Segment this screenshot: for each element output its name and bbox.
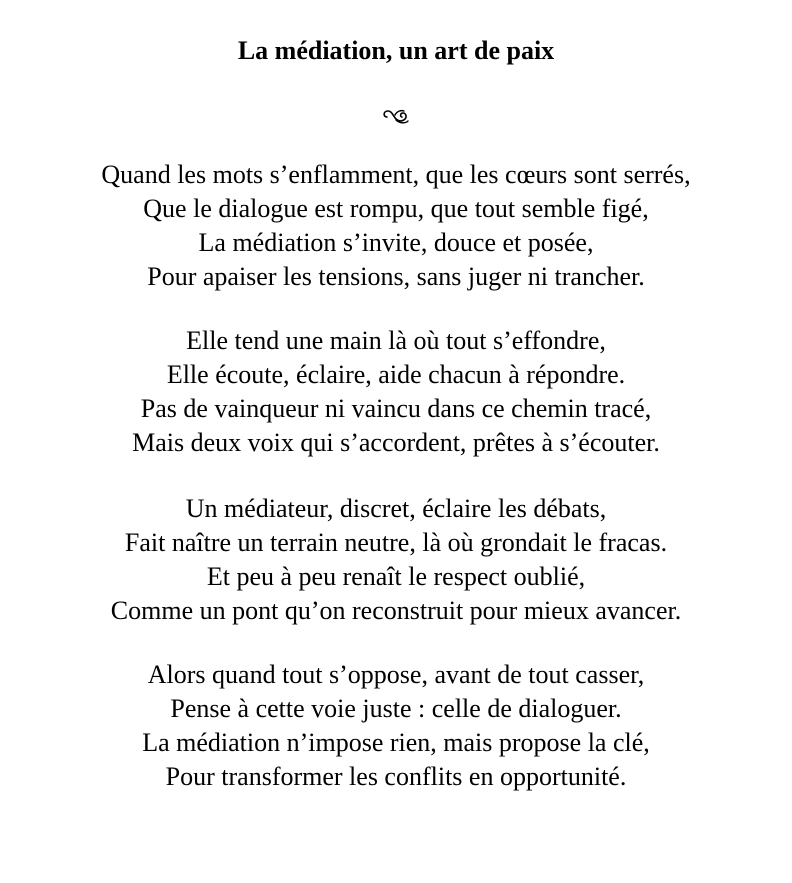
stanza-3 bbox=[0, 492, 792, 628]
stanza-2 bbox=[0, 324, 792, 460]
poem-line: Fait naître un terrain neutre, là où grondait le fracas. bbox=[124, 528, 668, 557]
poem-title: La médiation, un art de paix bbox=[237, 36, 555, 65]
stanza-4 bbox=[0, 658, 792, 794]
poem-line: Quand les mots s’enflamment, que les cœurs sont serrés, bbox=[101, 160, 691, 189]
poem-line: Elle tend une main là où tout s’effondre, bbox=[186, 326, 606, 355]
poem-line: Elle écoute, éclaire, aide chacun à répondre. bbox=[166, 360, 626, 389]
poem-line: Que le dialogue est rompu, que tout semble figé, bbox=[143, 194, 649, 223]
poem-line: Pense à cette voie juste : celle de dialoguer. bbox=[170, 694, 622, 723]
poem-line: Pour transformer les conflits en opportunité. bbox=[165, 762, 627, 791]
poem-line: Pas de vainqueur ni vaincu dans ce chemin tracé, bbox=[140, 394, 652, 423]
poem-line: Un médiateur, discret, éclaire les débats, bbox=[185, 494, 607, 523]
poem-line: Et peu à peu renaît le respect oublié, bbox=[206, 562, 586, 591]
stanza-1 bbox=[0, 158, 792, 294]
poem-line: La médiation n’impose rien, mais propose la clé, bbox=[142, 728, 650, 757]
fleuron-ornament-icon bbox=[0, 100, 792, 128]
poem-line: Mais deux voix qui s’accordent, prêtes à s’écouter. bbox=[132, 428, 660, 457]
poem-line: La médiation s’invite, douce et posée, bbox=[198, 228, 594, 257]
poem-line: Alors quand tout s’oppose, avant de tout casser, bbox=[147, 660, 645, 689]
poem-line: Pour apaiser les tensions, sans juger ni trancher. bbox=[147, 262, 645, 291]
poem-line: Comme un pont qu’on reconstruit pour mieux avancer. bbox=[110, 596, 682, 625]
